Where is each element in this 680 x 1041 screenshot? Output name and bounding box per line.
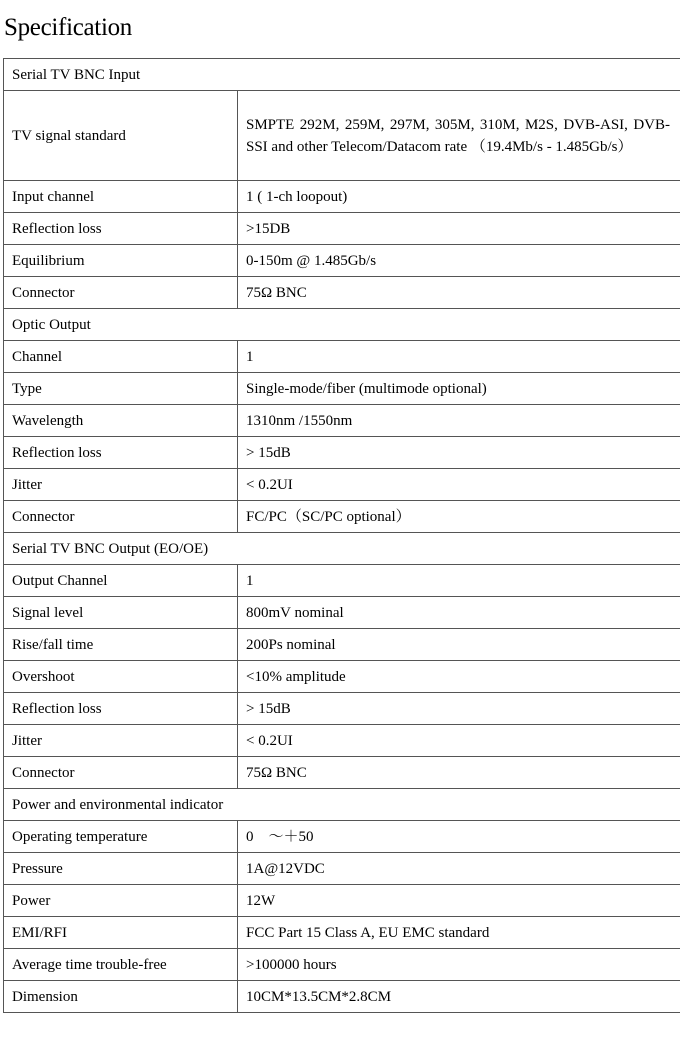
spec-value: FCC Part 15 Class A, EU EMC standard (238, 917, 680, 949)
spec-label: Signal level (4, 597, 238, 629)
spec-label: EMI/RFI (4, 917, 238, 949)
spec-value: 12W (238, 885, 680, 917)
spec-label: Connector (4, 501, 238, 533)
spec-row (4, 373, 680, 405)
spec-row (4, 405, 680, 437)
spec-row (4, 757, 680, 789)
section-row (4, 59, 680, 91)
spec-value: 1310nm /1550nm (238, 405, 680, 437)
spec-value: 0-150m @ 1.485Gb/s (238, 245, 680, 277)
spec-label: Connector (4, 277, 238, 309)
spec-value: >100000 hours (238, 949, 680, 981)
spec-label: TV signal standard (4, 91, 238, 181)
spec-row (4, 501, 680, 533)
spec-row (4, 821, 680, 853)
spec-value: 800mV nominal (238, 597, 680, 629)
spec-row (4, 565, 680, 597)
spec-value: > 15dB (238, 437, 680, 469)
spec-row (4, 661, 680, 693)
spec-row (4, 725, 680, 757)
spec-value: 75Ω BNC (238, 277, 680, 309)
spec-row (4, 629, 680, 661)
spec-value: FC/PC（SC/PC optional） (238, 501, 680, 533)
spec-label: Jitter (4, 725, 238, 757)
spec-label: Input channel (4, 181, 238, 213)
spec-label: Reflection loss (4, 693, 238, 725)
spec-label: Pressure (4, 853, 238, 885)
spec-value: Single-mode/fiber (multimode optional) (238, 373, 680, 405)
spec-row (4, 245, 680, 277)
spec-label: Reflection loss (4, 213, 238, 245)
spec-row (4, 693, 680, 725)
spec-value: 10CM*13.5CM*2.8CM (238, 981, 680, 1013)
spec-value: 75Ω BNC (238, 757, 680, 789)
spec-label: Connector (4, 757, 238, 789)
section-row (4, 309, 680, 341)
spec-value: 1 ( 1-ch loopout) (238, 181, 680, 213)
spec-row (4, 597, 680, 629)
spec-row (4, 981, 680, 1013)
section-heading: Optic Output (4, 309, 680, 341)
section-row (4, 533, 680, 565)
spec-row (4, 949, 680, 981)
spec-value: < 0.2UI (238, 469, 680, 501)
section-row (4, 789, 680, 821)
spec-row (4, 437, 680, 469)
spec-row (4, 341, 680, 373)
spec-label: Equilibrium (4, 245, 238, 277)
spec-row (4, 277, 680, 309)
spec-label: Output Channel (4, 565, 238, 597)
spec-label: Power (4, 885, 238, 917)
spec-row (4, 469, 680, 501)
spec-label: Overshoot (4, 661, 238, 693)
spec-value: >15DB (238, 213, 680, 245)
spec-label: Average time trouble-free (4, 949, 238, 981)
spec-label: Reflection loss (4, 437, 238, 469)
spec-row (4, 853, 680, 885)
section-heading: Power and environmental indicator (4, 789, 680, 821)
spec-row (4, 885, 680, 917)
spec-value: 0 ～＋50 (238, 821, 680, 853)
spec-value: 1 (238, 341, 680, 373)
spec-value: 1 (238, 565, 680, 597)
spec-value: SMPTE 292M, 259M, 297M, 305M, 310M, M2S, DVB-ASI, DVB-SSI and other Telecom/Datacom rate （19.4Mb/s - 1.485Gb/s） (238, 91, 680, 181)
spec-label: Wavelength (4, 405, 238, 437)
spec-row (4, 181, 680, 213)
spec-label: Rise/fall time (4, 629, 238, 661)
spec-label: Operating temperature (4, 821, 238, 853)
section-heading: Serial TV BNC Input (4, 59, 680, 91)
spec-value: > 15dB (238, 693, 680, 725)
spec-value: <10% amplitude (238, 661, 680, 693)
spec-value: 1A@12VDC (238, 853, 680, 885)
page-title: Specification (4, 14, 132, 41)
section-heading: Serial TV BNC Output (EO/OE) (4, 533, 680, 565)
spec-value: 200Ps nominal (238, 629, 680, 661)
spec-label: Type (4, 373, 238, 405)
spec-row (4, 91, 680, 181)
spec-label: Dimension (4, 981, 238, 1013)
spec-value: < 0.2UI (238, 725, 680, 757)
spec-label: Jitter (4, 469, 238, 501)
spec-table (3, 58, 680, 1013)
spec-row (4, 213, 680, 245)
spec-row (4, 917, 680, 949)
spec-label: Channel (4, 341, 238, 373)
